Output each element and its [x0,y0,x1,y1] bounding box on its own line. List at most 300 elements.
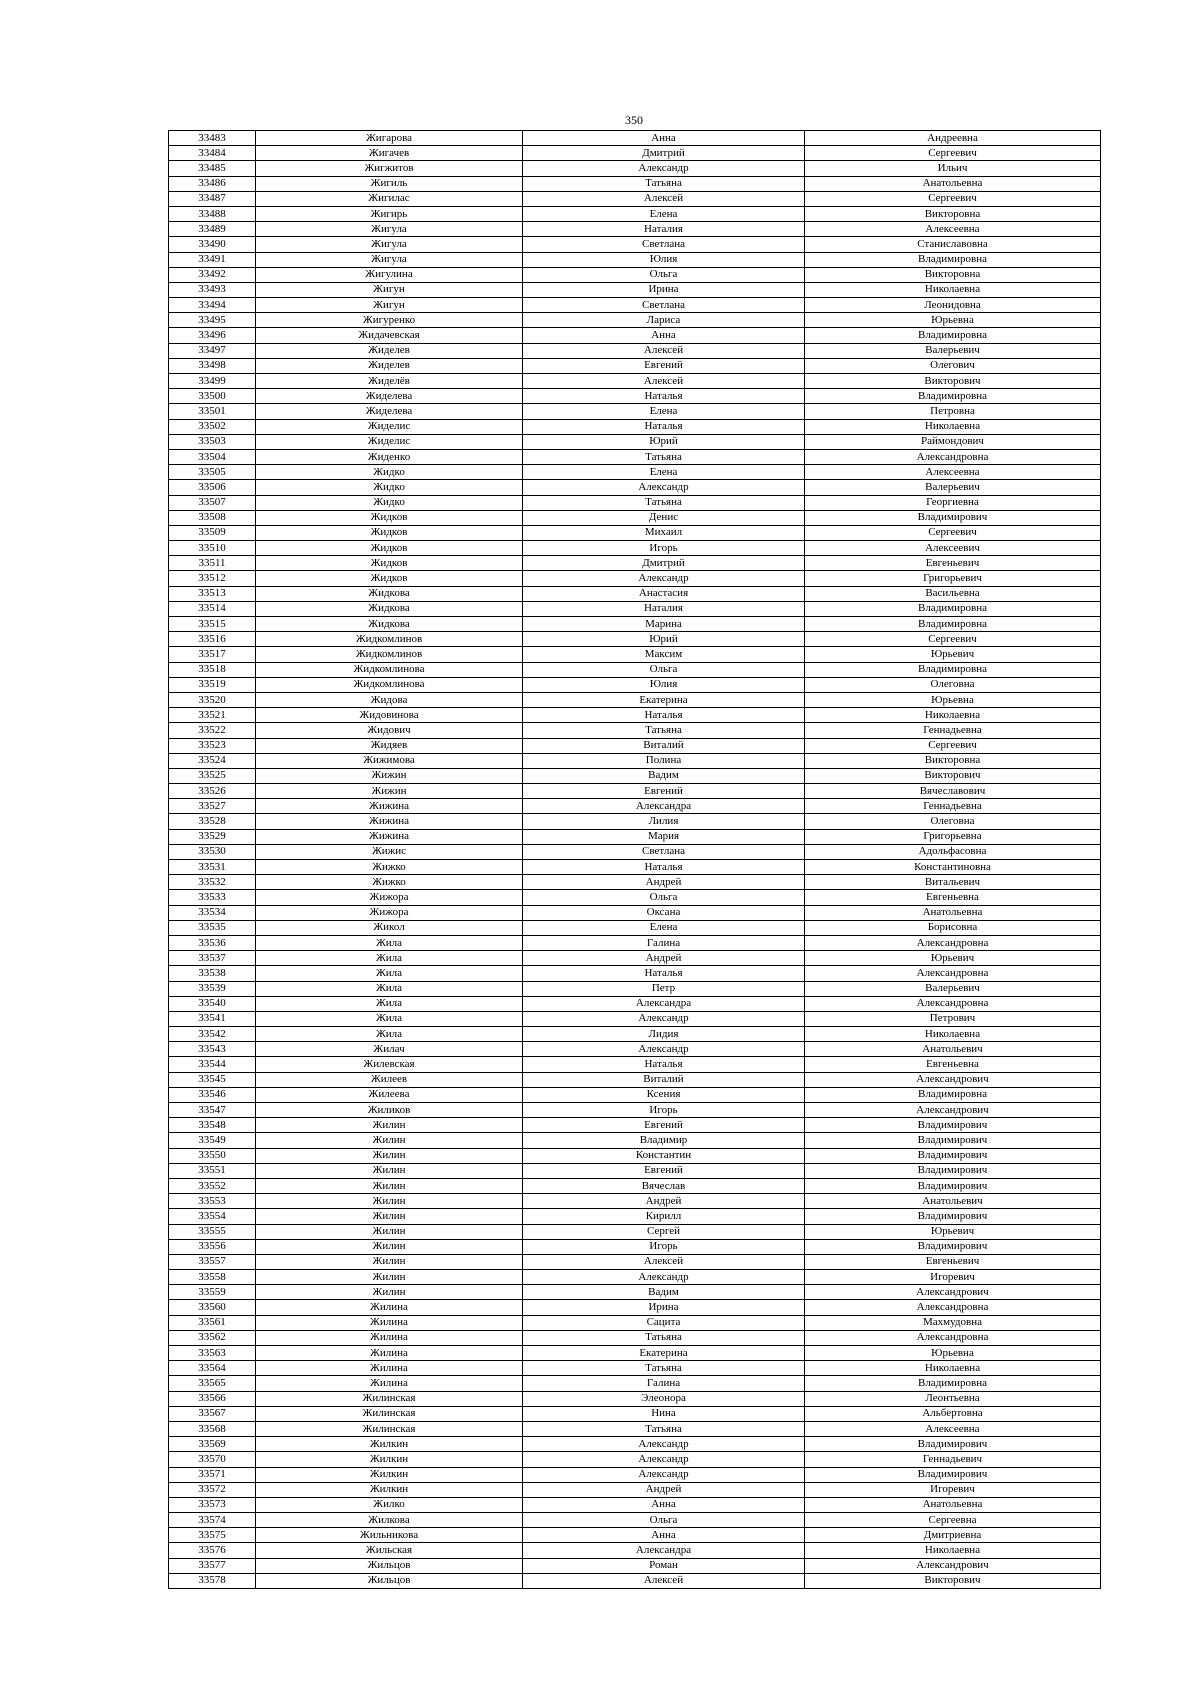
last-name-cell: Жидкова [256,601,523,616]
last-name-cell: Жилкова [256,1513,523,1528]
table-row [169,1315,1101,1330]
first-name-cell: Константин [523,1148,805,1163]
table-row [169,1346,1101,1361]
patronymic-cell: Анатольевич [805,1042,1101,1057]
patronymic-cell: Валерьевич [805,981,1101,996]
patronymic-cell: Сергеевна [805,1513,1101,1528]
patronymic-cell: Юрьевич [805,1224,1101,1239]
table-row [169,1133,1101,1148]
first-name-cell: Андрей [523,875,805,890]
table-row [169,343,1101,358]
table-row [169,601,1101,616]
last-name-cell: Жильцов [256,1558,523,1573]
patronymic-cell: Анатольевна [805,905,1101,920]
record-number-cell: 33510 [169,541,256,556]
last-name-cell: Жидкомлинова [256,677,523,692]
patronymic-cell: Владимировна [805,601,1101,616]
table-row [169,1391,1101,1406]
table-row [169,1361,1101,1376]
last-name-cell: Жижина [256,799,523,814]
patronymic-cell: Олеговна [805,814,1101,829]
first-name-cell: Наталья [523,1057,805,1072]
record-number-cell: 33497 [169,343,256,358]
table-row [169,495,1101,510]
first-name-cell: Лилия [523,814,805,829]
patronymic-cell: Юрьевна [805,313,1101,328]
registry-body [169,131,1101,1589]
last-name-cell: Жижко [256,875,523,890]
record-number-cell: 33562 [169,1330,256,1345]
patronymic-cell: Анатольевна [805,176,1101,191]
table-row [169,860,1101,875]
patronymic-cell: Николаевна [805,1027,1101,1042]
patronymic-cell: Александровна [805,935,1101,950]
table-row [169,206,1101,221]
last-name-cell: Жигачев [256,146,523,161]
last-name-cell: Жиделев [256,343,523,358]
table-row [169,1042,1101,1057]
first-name-cell: Наталия [523,222,805,237]
record-number-cell: 33571 [169,1467,256,1482]
record-number-cell: 33498 [169,358,256,373]
first-name-cell: Ольга [523,267,805,282]
table-row [169,890,1101,905]
last-name-cell: Жижора [256,890,523,905]
last-name-cell: Жижора [256,905,523,920]
first-name-cell: Ольга [523,1513,805,1528]
patronymic-cell: Геннадьевна [805,723,1101,738]
patronymic-cell: Олегович [805,358,1101,373]
table-row [169,951,1101,966]
first-name-cell: Александр [523,1042,805,1057]
last-name-cell: Жидкова [256,617,523,632]
record-number-cell: 33530 [169,844,256,859]
record-number-cell: 33523 [169,738,256,753]
record-number-cell: 33555 [169,1224,256,1239]
patronymic-cell: Леонтьевна [805,1391,1101,1406]
record-number-cell: 33554 [169,1209,256,1224]
record-number-cell: 33486 [169,176,256,191]
first-name-cell: Марина [523,617,805,632]
record-number-cell: 33496 [169,328,256,343]
last-name-cell: Жиделис [256,419,523,434]
patronymic-cell: Николаевна [805,419,1101,434]
patronymic-cell: Константиновна [805,860,1101,875]
table-row [169,844,1101,859]
record-number-cell: 33517 [169,647,256,662]
record-number-cell: 33544 [169,1057,256,1072]
patronymic-cell: Юрьевна [805,692,1101,707]
table-row [169,465,1101,480]
record-number-cell: 33546 [169,1087,256,1102]
record-number-cell: 33518 [169,662,256,677]
last-name-cell: Жила [256,996,523,1011]
table-row [169,677,1101,692]
last-name-cell: Жилина [256,1330,523,1345]
first-name-cell: Наталия [523,601,805,616]
last-name-cell: Жилин [256,1118,523,1133]
table-row [169,617,1101,632]
patronymic-cell: Васильевна [805,586,1101,601]
last-name-cell: Жилин [256,1194,523,1209]
first-name-cell: Игорь [523,1239,805,1254]
table-row [169,282,1101,297]
patronymic-cell: Владимировна [805,328,1101,343]
first-name-cell: Анна [523,328,805,343]
first-name-cell: Татьяна [523,1361,805,1376]
record-number-cell: 33505 [169,465,256,480]
first-name-cell: Вячеслав [523,1178,805,1193]
table-row [169,1300,1101,1315]
record-number-cell: 33577 [169,1558,256,1573]
patronymic-cell: Александровна [805,1330,1101,1345]
last-name-cell: Жилин [256,1178,523,1193]
last-name-cell: Жилина [256,1315,523,1330]
table-row [169,662,1101,677]
first-name-cell: Виталий [523,738,805,753]
last-name-cell: Жидкомлинова [256,662,523,677]
last-name-cell: Жигулина [256,267,523,282]
first-name-cell: Максим [523,647,805,662]
table-row [169,1072,1101,1087]
record-number-cell: 33528 [169,814,256,829]
record-number-cell: 33569 [169,1437,256,1452]
first-name-cell: Татьяна [523,1330,805,1345]
first-name-cell: Александра [523,799,805,814]
first-name-cell: Елена [523,920,805,935]
last-name-cell: Жилевская [256,1057,523,1072]
last-name-cell: Жиделев [256,358,523,373]
last-name-cell: Жидкомлинов [256,632,523,647]
first-name-cell: Андрей [523,1482,805,1497]
record-number-cell: 33561 [169,1315,256,1330]
patronymic-cell: Юрьевич [805,951,1101,966]
patronymic-cell: Александровна [805,996,1101,1011]
record-number-cell: 33570 [169,1452,256,1467]
table-row [169,1209,1101,1224]
record-number-cell: 33500 [169,389,256,404]
record-number-cell: 33484 [169,146,256,161]
record-number-cell: 33538 [169,966,256,981]
patronymic-cell: Викторович [805,1573,1101,1588]
record-number-cell: 33559 [169,1285,256,1300]
first-name-cell: Сергей [523,1224,805,1239]
first-name-cell: Татьяна [523,723,805,738]
table-row [169,556,1101,571]
record-number-cell: 33509 [169,525,256,540]
patronymic-cell: Григорьевна [805,829,1101,844]
last-name-cell: Жижина [256,829,523,844]
last-name-cell: Жиделис [256,434,523,449]
last-name-cell: Жилин [256,1209,523,1224]
last-name-cell: Жилеева [256,1087,523,1102]
table-row [169,1011,1101,1026]
last-name-cell: Жидко [256,480,523,495]
first-name-cell: Евгений [523,1118,805,1133]
table-row [169,1178,1101,1193]
patronymic-cell: Викторович [805,374,1101,389]
first-name-cell: Александра [523,1543,805,1558]
first-name-cell: Татьяна [523,176,805,191]
first-name-cell: Юлия [523,677,805,692]
last-name-cell: Жижимова [256,753,523,768]
record-number-cell: 33565 [169,1376,256,1391]
table-row [169,647,1101,662]
first-name-cell: Александр [523,1270,805,1285]
patronymic-cell: Альбертовна [805,1406,1101,1421]
patronymic-cell: Сергеевич [805,146,1101,161]
patronymic-cell: Станиславовна [805,237,1101,252]
record-number-cell: 33533 [169,890,256,905]
table-row [169,981,1101,996]
patronymic-cell: Николаевна [805,282,1101,297]
record-number-cell: 33499 [169,374,256,389]
patronymic-cell: Владимировна [805,1376,1101,1391]
record-number-cell: 33514 [169,601,256,616]
patronymic-cell: Махмудовна [805,1315,1101,1330]
patronymic-cell: Петровна [805,404,1101,419]
patronymic-cell: Валерьевич [805,343,1101,358]
last-name-cell: Жижко [256,860,523,875]
table-row [169,1239,1101,1254]
patronymic-cell: Алексеевна [805,222,1101,237]
table-row [169,571,1101,586]
first-name-cell: Светлана [523,237,805,252]
patronymic-cell: Николаевна [805,708,1101,723]
table-row [169,753,1101,768]
patronymic-cell: Николаевна [805,1361,1101,1376]
table-row [169,1285,1101,1300]
first-name-cell: Наталья [523,966,805,981]
patronymic-cell: Игоревич [805,1270,1101,1285]
first-name-cell: Ирина [523,282,805,297]
record-number-cell: 33526 [169,784,256,799]
patronymic-cell: Александровна [805,966,1101,981]
first-name-cell: Александр [523,1437,805,1452]
record-number-cell: 33541 [169,1011,256,1026]
patronymic-cell: Раймондович [805,434,1101,449]
last-name-cell: Жигжитов [256,161,523,176]
last-name-cell: Жильникова [256,1528,523,1543]
last-name-cell: Жилина [256,1361,523,1376]
first-name-cell: Евгений [523,784,805,799]
record-number-cell: 33531 [169,860,256,875]
table-row [169,1330,1101,1345]
table-row [169,586,1101,601]
patronymic-cell: Владимирович [805,1467,1101,1482]
record-number-cell: 33494 [169,298,256,313]
patronymic-cell: Владимирович [805,1437,1101,1452]
table-row [169,814,1101,829]
table-row [169,723,1101,738]
last-name-cell: Жилин [256,1270,523,1285]
last-name-cell: Жижина [256,814,523,829]
first-name-cell: Анастасия [523,586,805,601]
last-name-cell: Жигун [256,298,523,313]
table-row [169,905,1101,920]
last-name-cell: Жижис [256,844,523,859]
patronymic-cell: Владимировна [805,252,1101,267]
last-name-cell: Жидачевская [256,328,523,343]
last-name-cell: Жила [256,1011,523,1026]
table-row [169,146,1101,161]
first-name-cell: Алексей [523,374,805,389]
first-name-cell: Анна [523,131,805,146]
last-name-cell: Жидова [256,692,523,707]
record-number-cell: 33545 [169,1072,256,1087]
table-row [169,541,1101,556]
first-name-cell: Екатерина [523,1346,805,1361]
table-row [169,449,1101,464]
patronymic-cell: Адольфасовна [805,844,1101,859]
table-row [169,1148,1101,1163]
last-name-cell: Жиделёв [256,374,523,389]
first-name-cell: Юрий [523,434,805,449]
record-number-cell: 33490 [169,237,256,252]
patronymic-cell: Анатольевна [805,1497,1101,1512]
record-number-cell: 33522 [169,723,256,738]
record-number-cell: 33567 [169,1406,256,1421]
record-number-cell: 33524 [169,753,256,768]
first-name-cell: Татьяна [523,1421,805,1436]
patronymic-cell: Юрьевна [805,1346,1101,1361]
first-name-cell: Оксана [523,905,805,920]
table-row [169,267,1101,282]
last-name-cell: Жидяев [256,738,523,753]
record-number-cell: 33557 [169,1254,256,1269]
last-name-cell: Жилач [256,1042,523,1057]
first-name-cell: Андрей [523,1194,805,1209]
patronymic-cell: Владимировна [805,617,1101,632]
table-row [169,966,1101,981]
last-name-cell: Жила [256,966,523,981]
record-number-cell: 33512 [169,571,256,586]
registry-table [168,130,1101,1589]
table-row [169,1482,1101,1497]
record-number-cell: 33507 [169,495,256,510]
first-name-cell: Алексей [523,343,805,358]
patronymic-cell: Олеговна [805,677,1101,692]
record-number-cell: 33489 [169,222,256,237]
last-name-cell: Жиделева [256,404,523,419]
table-row [169,632,1101,647]
last-name-cell: Жилин [256,1239,523,1254]
last-name-cell: Жигуренко [256,313,523,328]
first-name-cell: Игорь [523,541,805,556]
table-row [169,1558,1101,1573]
last-name-cell: Жилин [256,1285,523,1300]
record-number-cell: 33504 [169,449,256,464]
patronymic-cell: Петрович [805,1011,1101,1026]
last-name-cell: Жилкин [256,1482,523,1497]
first-name-cell: Татьяна [523,449,805,464]
patronymic-cell: Григорьевич [805,571,1101,586]
table-row [169,131,1101,146]
table-row [169,1573,1101,1588]
last-name-cell: Жигиль [256,176,523,191]
record-number-cell: 33537 [169,951,256,966]
table-row [169,920,1101,935]
patronymic-cell: Дмитриевна [805,1528,1101,1543]
record-number-cell: 33513 [169,586,256,601]
record-number-cell: 33543 [169,1042,256,1057]
page-number: 350 [625,113,643,127]
table-row [169,1452,1101,1467]
record-number-cell: 33515 [169,617,256,632]
patronymic-cell: Сергеевич [805,738,1101,753]
last-name-cell: Жидков [256,571,523,586]
table-row [169,480,1101,495]
table-row [169,252,1101,267]
first-name-cell: Игорь [523,1103,805,1118]
patronymic-cell: Александрович [805,1072,1101,1087]
first-name-cell: Ирина [523,1300,805,1315]
first-name-cell: Наталья [523,389,805,404]
first-name-cell: Алексей [523,1254,805,1269]
first-name-cell: Денис [523,510,805,525]
record-number-cell: 33485 [169,161,256,176]
record-number-cell: 33487 [169,191,256,206]
record-number-cell: 33560 [169,1300,256,1315]
patronymic-cell: Алексеевна [805,1421,1101,1436]
table-row [169,768,1101,783]
table-row [169,510,1101,525]
table-row [169,1528,1101,1543]
table-row [169,935,1101,950]
patronymic-cell: Владимирович [805,1118,1101,1133]
first-name-cell: Елена [523,404,805,419]
record-number-cell: 33508 [169,510,256,525]
first-name-cell: Ольга [523,662,805,677]
record-number-cell: 33539 [169,981,256,996]
first-name-cell: Наталья [523,708,805,723]
table-row [169,313,1101,328]
patronymic-cell: Борисовна [805,920,1101,935]
first-name-cell: Кирилл [523,1209,805,1224]
last-name-cell: Жила [256,1027,523,1042]
record-number-cell: 33563 [169,1346,256,1361]
last-name-cell: Жила [256,981,523,996]
record-number-cell: 33575 [169,1528,256,1543]
last-name-cell: Жильцов [256,1573,523,1588]
record-number-cell: 33511 [169,556,256,571]
record-number-cell: 33483 [169,131,256,146]
first-name-cell: Светлана [523,844,805,859]
record-number-cell: 33566 [169,1391,256,1406]
first-name-cell: Галина [523,935,805,950]
first-name-cell: Александр [523,1467,805,1482]
last-name-cell: Жижин [256,784,523,799]
record-number-cell: 33572 [169,1482,256,1497]
patronymic-cell: Геннадьевна [805,799,1101,814]
first-name-cell: Наталья [523,419,805,434]
patronymic-cell: Евгеньевич [805,556,1101,571]
record-number-cell: 33535 [169,920,256,935]
last-name-cell: Жидко [256,495,523,510]
last-name-cell: Жидовинова [256,708,523,723]
table-row [169,374,1101,389]
table-row [169,1057,1101,1072]
table-row [169,692,1101,707]
table-row [169,222,1101,237]
table-row [169,176,1101,191]
record-number-cell: 33568 [169,1421,256,1436]
first-name-cell: Евгений [523,358,805,373]
first-name-cell: Ольга [523,890,805,905]
record-number-cell: 33501 [169,404,256,419]
patronymic-cell: Владимирович [805,1239,1101,1254]
first-name-cell: Лидия [523,1027,805,1042]
